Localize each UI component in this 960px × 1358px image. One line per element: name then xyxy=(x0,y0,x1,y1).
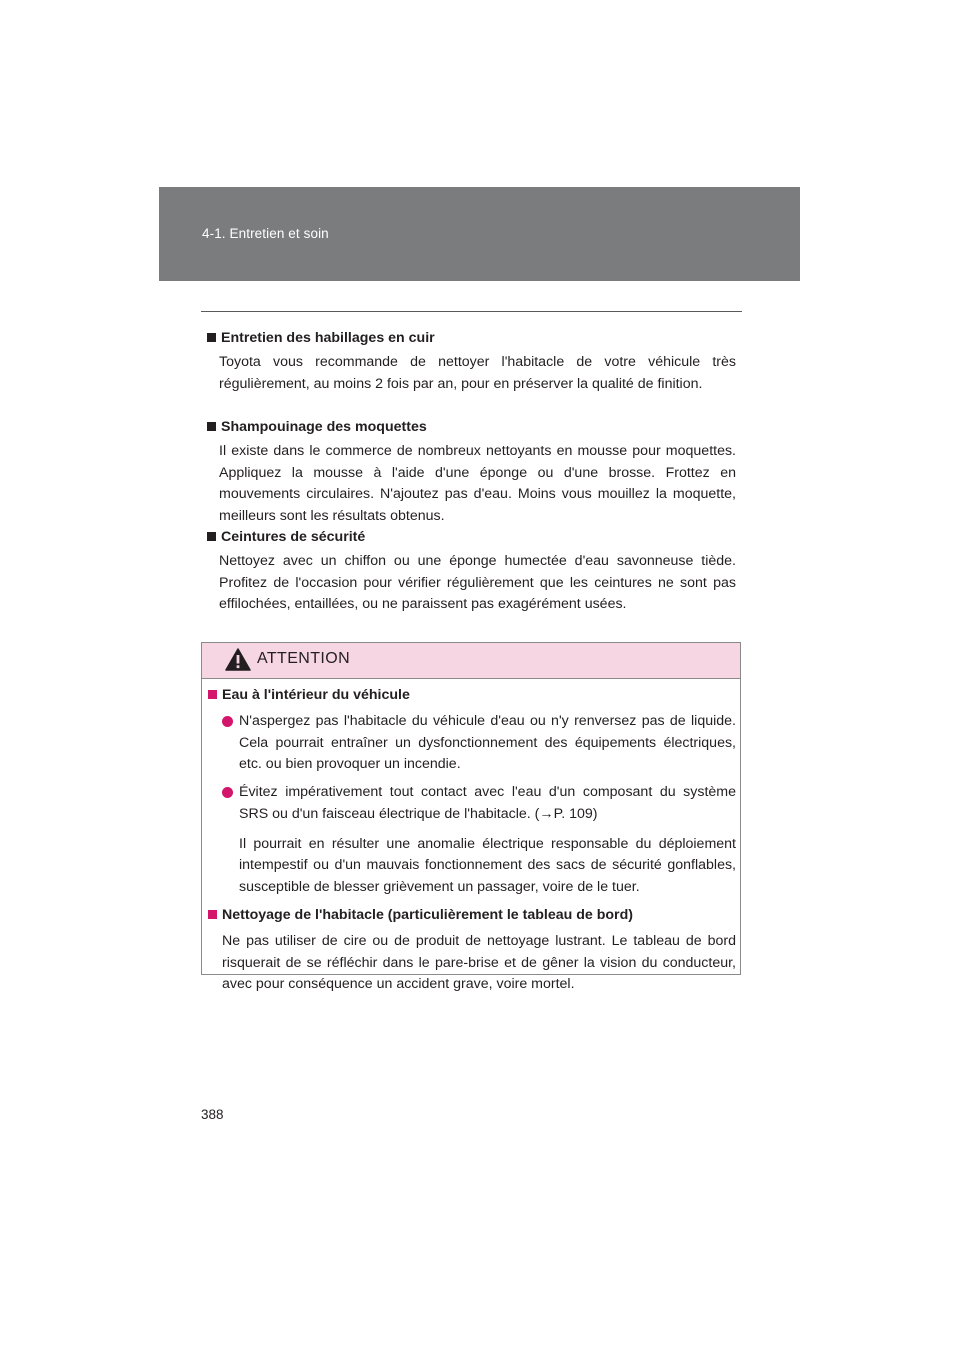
circle-bullet-icon xyxy=(222,787,233,798)
section-carpet-shampoo xyxy=(207,417,736,528)
attention-title: ATTENTION xyxy=(257,650,351,667)
bullet-item: Évitez impérativement tout contact avec l'eau d'un composant du système SRS ou d'un faisceau électrique de l'habitacle. (→P. 109) xyxy=(222,782,736,825)
attention-heading: Eau à l'intérieur du véhicule xyxy=(208,685,736,705)
section-heading: Shampouinage des moquettes xyxy=(207,417,736,437)
square-bullet-icon xyxy=(207,532,216,541)
attention-section-water xyxy=(208,685,736,899)
section-heading: Entretien des habillages en cuir xyxy=(207,328,736,348)
attention-box xyxy=(201,642,741,993)
page-number: 388 xyxy=(201,1107,224,1122)
square-bullet-icon xyxy=(208,690,217,699)
chapter-label: 4-1. Entretien et soin xyxy=(202,226,329,241)
section-body: Nettoyez avec un chiffon ou une éponge humectée d'eau savonneuse tiède. Profitez de l'occasion pour vérifier régulièrement que les ceintures ne sont pas effilochées, entaillées, ou ne paraissent pas exagérément usées. xyxy=(219,553,736,613)
attention-body: Ne pas utiliser de cire ou de produit de nettoyage lustrant. Le tableau de bord risquerait de se réfléchir dans le pare-brise et de gêner la vision du conducteur, avec pour conséquence un accident grave, voire mortel. xyxy=(222,933,736,993)
bullet-item: N'aspergez pas l'habitacle du véhicule d'eau ou n'y renversez pas de liquide. Cela pourrait entraîner un dysfonctionnement des équipements électriques, etc. ou bien provoquer un incendie. xyxy=(222,711,736,776)
square-bullet-icon xyxy=(207,422,216,431)
square-bullet-icon xyxy=(208,910,217,919)
attention-section-dashboard xyxy=(208,905,736,996)
bullet-continuation: Il pourrait en résulter une anomalie électrique responsable du déploiement intempestif ou d'un mauvais fonctionnement des sacs de sécurité gonflables, susceptible de blesser grièvement un passager, voire de le tuer. xyxy=(239,835,736,895)
section-body: Il existe dans le commerce de nombreux nettoyants en mousse pour moquettes. Appliquez la mousse à l'aide d'une éponge ou d'une brosse. Frottez en mouvements circulaires. N'ajoutez pas d'eau. Moins vous mouillez la moquette, meilleurs sont les résultats obtenus. xyxy=(219,443,736,525)
circle-bullet-icon xyxy=(222,716,233,727)
header-band xyxy=(159,187,800,281)
section-leather-care xyxy=(207,328,736,395)
attention-heading: Nettoyage de l'habitacle (particulièrement le tableau de bord) xyxy=(208,905,736,925)
section-heading: Ceintures de sécurité xyxy=(207,527,736,547)
attention-header xyxy=(202,643,740,679)
section-body: Toyota vous recommande de nettoyer l'habitacle de votre véhicule très régulièrement, au moins 2 fois par an, pour en préserver la qualité de finition. xyxy=(219,354,736,392)
warning-triangle-icon xyxy=(225,648,251,671)
section-seat-belts xyxy=(207,527,736,616)
square-bullet-icon xyxy=(207,333,216,342)
top-divider xyxy=(201,311,742,312)
